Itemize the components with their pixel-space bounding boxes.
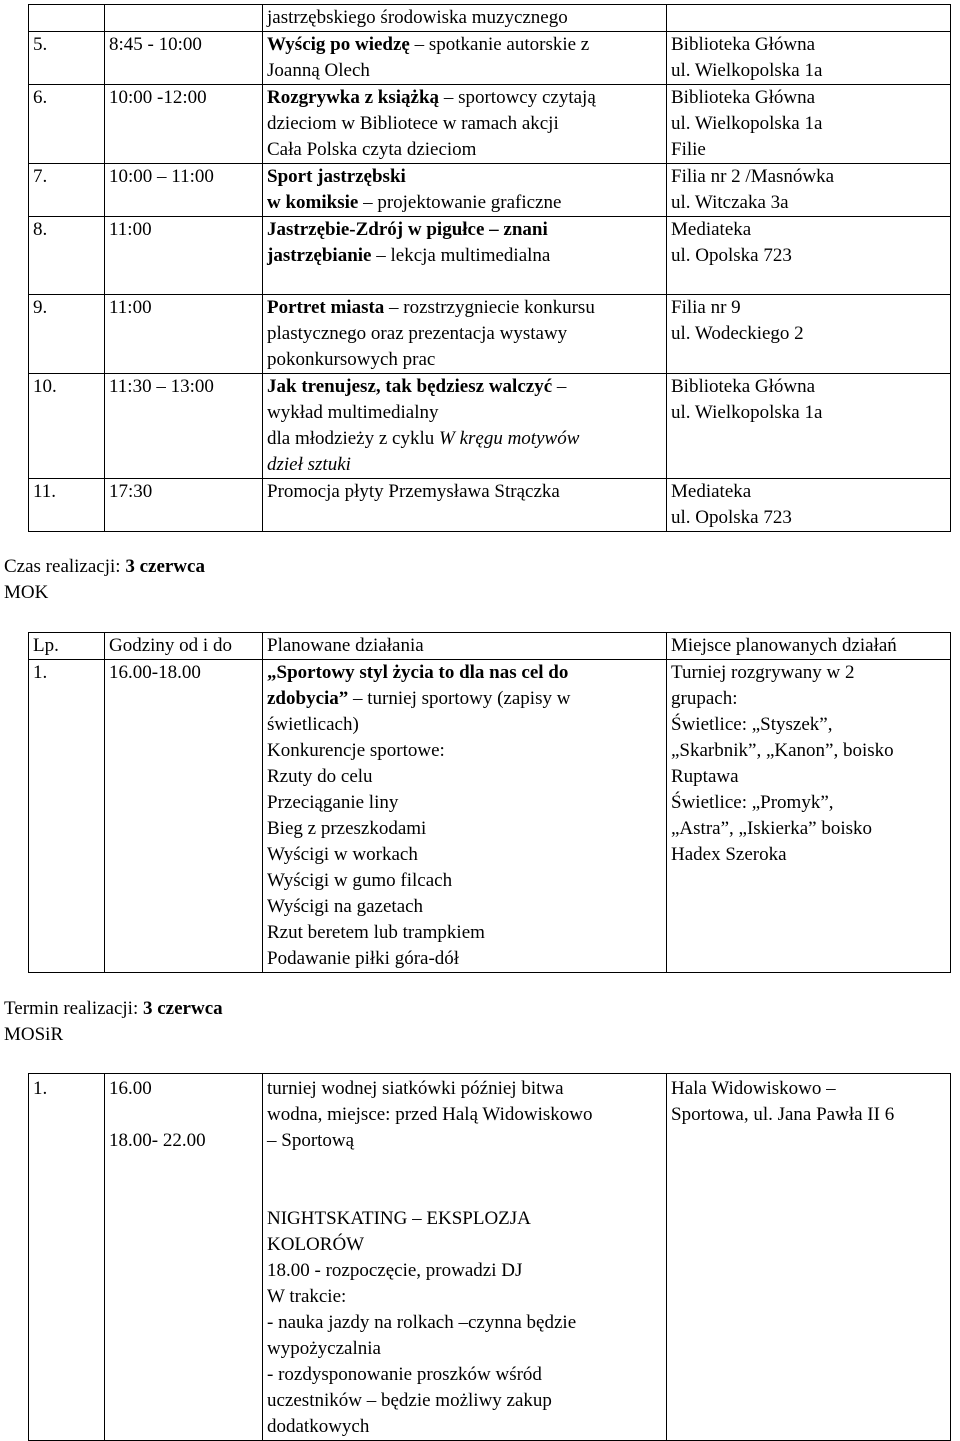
activity-line: Konkurencje sportowe: <box>267 740 445 761</box>
row-time: 11:30 – 13:00 <box>105 374 263 479</box>
realization-label: Czas realizacji: <box>4 556 126 577</box>
row-number: 8. <box>29 217 105 295</box>
row-place <box>667 164 951 217</box>
place-line: Świetlice: „Styszek”, <box>671 714 833 735</box>
table-row <box>29 217 951 295</box>
activity-desc: – spotkanie autorskie z <box>409 34 590 55</box>
column-header: Miejsce planowanych działań <box>667 633 951 660</box>
activity-line: - rozdysponowanie proszków wśród <box>267 1364 542 1385</box>
place-address: ul. Opolska 723 <box>671 245 792 266</box>
place-line: „Skarbnik”, „Kanon”, boisko <box>671 740 894 761</box>
place-address: ul. Witczaka 3a <box>671 192 789 213</box>
row-place <box>667 85 951 164</box>
continuation-text: jastrzębskiego środowiska muzycznego <box>267 7 568 28</box>
place-name: Filia nr 2 /Masnówka <box>671 166 835 187</box>
time-range: 18.00- 22.00 <box>109 1130 206 1151</box>
organizer-name: MOSiR <box>4 1024 64 1045</box>
activity-line: Rzut beretem lub trampkiem <box>267 922 485 943</box>
events-table-mok <box>28 632 951 973</box>
activity-line: Wyścigi na gazetach <box>267 896 424 917</box>
activity-title: Sport jastrzębski <box>267 166 406 187</box>
row-time: 16.00-18.00 <box>105 660 263 973</box>
activity-title: „Sportowy styl życia to dla nas cel do <box>267 662 569 683</box>
place-name: Biblioteka Główna <box>671 87 816 108</box>
activity-title: Rozgrywka z książką <box>267 87 440 108</box>
activity-line: Bieg z przeszkodami <box>267 818 427 839</box>
table-cell <box>105 5 263 32</box>
place-name: Biblioteka Główna <box>671 376 816 397</box>
place-line: Świetlice: „Promyk”, <box>671 792 834 813</box>
activity-desc: – projektowanie graficzne <box>358 192 562 213</box>
place-name: Filia nr 9 <box>671 297 741 318</box>
activity-cycle: dzieł sztuki <box>267 454 351 475</box>
activity-line: 18.00 - rozpoczęcie, prowadzi DJ <box>267 1260 523 1281</box>
row-place <box>667 32 951 85</box>
section-heading-mosir <box>4 996 223 1048</box>
activity-cycle: W kręgu motywów <box>439 428 580 449</box>
place-address: ul. Opolska 723 <box>671 507 792 528</box>
table-row <box>29 85 951 164</box>
activity-line: W trakcie: <box>267 1286 347 1307</box>
activity-desc: dzieciom w Bibliotece w ramach akcji <box>267 113 559 134</box>
activity-desc: pokonkursowych prac <box>267 349 436 370</box>
activity-line: – Sportową <box>267 1130 355 1151</box>
row-place <box>667 479 951 532</box>
activity-title: w komiksie <box>267 192 359 213</box>
row-time: 17:30 <box>105 479 263 532</box>
row-number: 11. <box>29 479 105 532</box>
place-name: Hala Widowiskowo – <box>671 1078 836 1099</box>
table-row <box>29 32 951 85</box>
activity-line: Podawanie piłki góra-dół <box>267 948 460 969</box>
place-line: grupach: <box>671 688 738 709</box>
row-place <box>667 374 951 479</box>
activity-line: dodatkowych <box>267 1416 370 1437</box>
row-activity <box>263 85 667 164</box>
activity-title: jastrzębianie <box>267 245 372 266</box>
row-place <box>667 217 951 295</box>
organizer-name: MOK <box>4 582 49 603</box>
row-activity <box>263 660 667 973</box>
place-address: ul. Wielkopolska 1a <box>671 402 823 423</box>
place-address: ul. Wodeckiego 2 <box>671 323 804 344</box>
activity-title: Jak trenujesz, tak będziesz walczyć <box>267 376 553 397</box>
activity-desc: plastycznego oraz prezentacja wystawy <box>267 323 568 344</box>
place-line: Hadex Szeroka <box>671 844 787 865</box>
row-place <box>667 660 951 973</box>
place-name: Mediateka <box>671 481 752 502</box>
realization-label: Termin realizacji: <box>4 998 143 1019</box>
realization-date: 3 czerwca <box>142 998 223 1019</box>
table-cell <box>263 5 667 32</box>
column-header: Godziny od i do <box>105 633 263 660</box>
activity-line: Wyścigi w gumo filcach <box>267 870 453 891</box>
row-number: 10. <box>29 374 105 479</box>
activity-line: wypożyczalnia <box>267 1338 381 1359</box>
activity-title: Wyścig po wiedzę <box>267 34 410 55</box>
place-name: Biblioteka Główna <box>671 34 816 55</box>
table-row <box>29 479 951 532</box>
row-time: 10:00 -12:00 <box>105 85 263 164</box>
events-table-mosir <box>28 1073 951 1441</box>
row-place <box>667 295 951 374</box>
time-start: 16.00 <box>109 1078 152 1099</box>
row-number <box>29 1074 105 1441</box>
table-row <box>29 660 951 973</box>
events-table-library <box>28 4 951 532</box>
place-extra: Filie <box>671 139 706 160</box>
table-row <box>29 164 951 217</box>
row-activity <box>263 217 667 295</box>
activity-desc: – lekcja multimedialna <box>371 245 551 266</box>
row-time: 11:00 <box>105 295 263 374</box>
place-address: ul. Wielkopolska 1a <box>671 60 823 81</box>
activity-line: Przeciąganie liny <box>267 792 399 813</box>
column-header: Planowane działania <box>263 633 667 660</box>
table-row <box>29 374 951 479</box>
table-header-row <box>29 633 951 660</box>
activity-line: uczestników – będzie możliwy zakup <box>267 1390 552 1411</box>
place-line: Ruptawa <box>671 766 739 787</box>
row-time: 8:45 - 10:00 <box>105 32 263 85</box>
row-activity <box>263 1074 667 1441</box>
place-address: Sportowa, ul. Jana Pawła II 6 <box>671 1104 895 1125</box>
activity-line: KOLORÓW <box>267 1234 365 1255</box>
row-activity <box>263 164 667 217</box>
activity-desc: Cała Polska czyta dzieciom <box>267 139 477 160</box>
activity-line: Wyścigi w workach <box>267 844 418 865</box>
row-activity <box>263 374 667 479</box>
row-time <box>105 1074 263 1441</box>
table-row <box>29 1074 951 1441</box>
activity-desc: – <box>552 376 567 397</box>
table-row <box>29 295 951 374</box>
activity-line: NIGHTSKATING – EKSPLOZJA <box>267 1208 531 1229</box>
activity-title: Portret miasta <box>267 297 385 318</box>
table-cell <box>667 5 951 32</box>
activity-desc: – turniej sportowy (zapisy w <box>348 688 571 709</box>
row-number: 7. <box>29 164 105 217</box>
activity-line: - nauka jazdy na rolkach –czynna będzie <box>267 1312 577 1333</box>
section-heading-mok <box>4 554 205 606</box>
row-number: 6. <box>29 85 105 164</box>
row-activity <box>263 32 667 85</box>
activity-desc: – rozstrzygniecie konkursu <box>384 297 595 318</box>
row-activity <box>263 295 667 374</box>
activity-desc: Joanną Olech <box>267 60 370 81</box>
place-name: Mediateka <box>671 219 752 240</box>
row-time: 11:00 <box>105 217 263 295</box>
activity-desc: dla młodzieży z cyklu <box>267 428 439 449</box>
row-number: 1. <box>29 660 105 973</box>
column-header: Lp. <box>29 633 105 660</box>
place-line: „Astra”, „Iskierka” boisko <box>671 818 873 839</box>
place-address: ul. Wielkopolska 1a <box>671 113 823 134</box>
table-cell <box>29 5 105 32</box>
activity-title: zdobycia” <box>267 688 349 709</box>
row-place <box>667 1074 951 1441</box>
activity-desc: Promocja płyty Przemysława Strączka <box>267 481 560 502</box>
activity-desc: – sportowcy czytają <box>439 87 596 108</box>
activity-title: Jastrzębie-Zdrój w pigułce – znani <box>267 219 548 240</box>
activity-line: świetlicach) <box>267 714 359 735</box>
place-line: Turniej rozgrywany w 2 <box>671 662 855 683</box>
table-row <box>29 5 951 32</box>
row-number-text: 1. <box>33 1078 48 1099</box>
row-activity <box>263 479 667 532</box>
realization-date: 3 czerwca <box>125 556 205 577</box>
activity-line: turniej wodnej siatkówki później bitwa <box>267 1078 564 1099</box>
activity-desc: wykład multimedialny <box>267 402 439 423</box>
row-time: 10:00 – 11:00 <box>105 164 263 217</box>
activity-line: wodna, miejsce: przed Halą Widowiskowo <box>267 1104 593 1125</box>
row-number: 9. <box>29 295 105 374</box>
activity-line: Rzuty do celu <box>267 766 373 787</box>
row-number: 5. <box>29 32 105 85</box>
